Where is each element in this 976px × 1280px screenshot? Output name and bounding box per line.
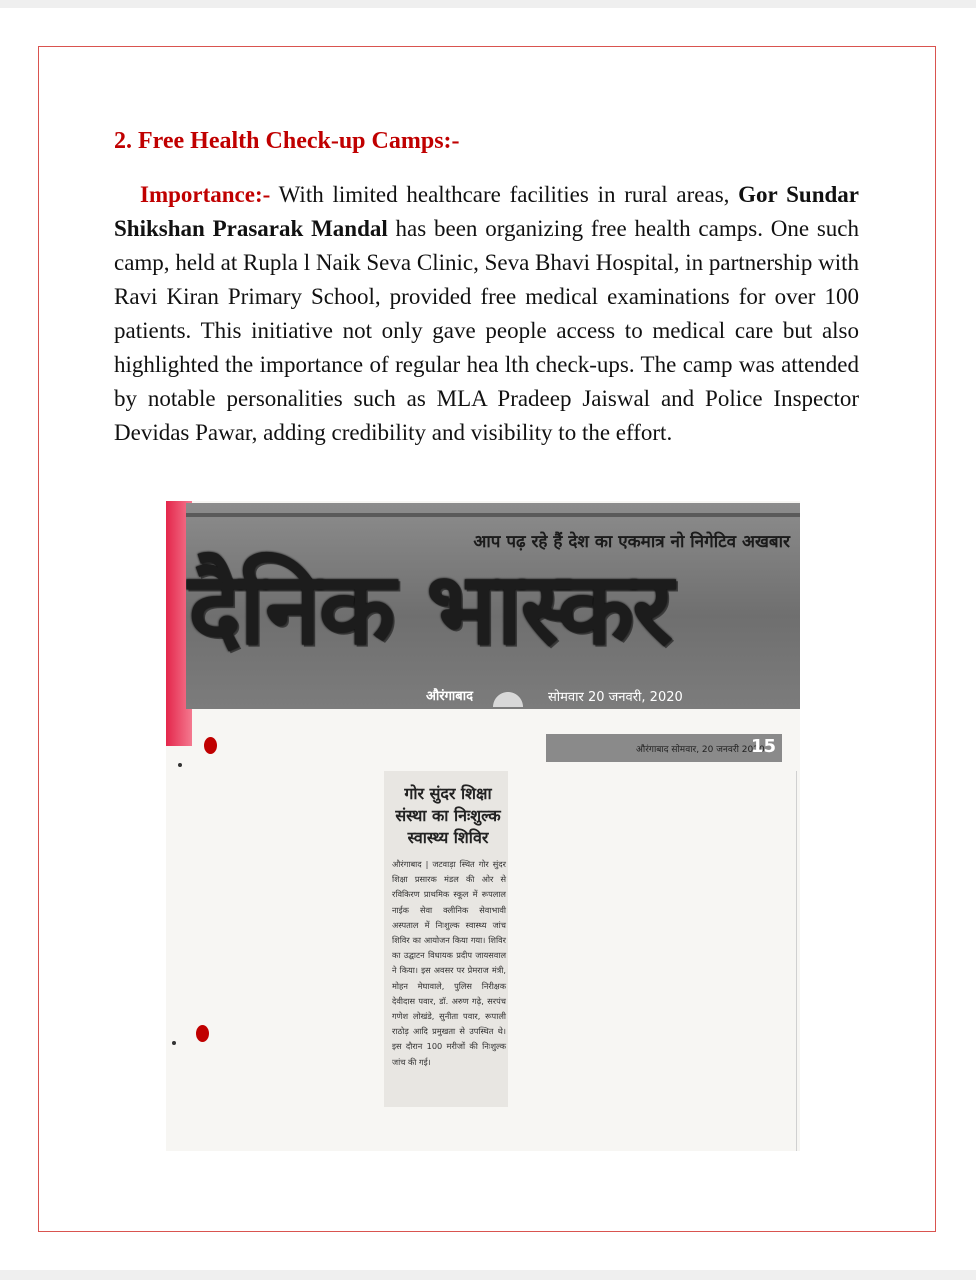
column-rule bbox=[796, 771, 797, 1151]
paragraph-text-rest: has been organizing free health camps. One such camp, held at Rupla l Naik Seva Clinic, Seva Bhavi Hospital, in partnership with Ravi Kiran Primary School, provided free medical examinations for over 100 patients. This initiative not only gave people access to medical care but also highlighted the importance of regular hea lth check-ups. The camp was attended by notable personalities such as MLA Pradeep Jaiswal and Police Inspector Devidas Pawar, adding credibility and visibility to the effort. bbox=[114, 216, 859, 445]
newspaper-tagline: आप पढ़ रहे हैं देश का एकमात्र नो निगेटिव अखबार bbox=[473, 532, 790, 552]
importance-paragraph bbox=[114, 178, 859, 450]
red-bullet-icon bbox=[196, 1025, 209, 1042]
page-header-date: औरंगाबाद सोमवार, 20 जनवरी 2020 bbox=[636, 745, 765, 755]
section-heading: 2. Free Health Check-up Camps:- bbox=[114, 128, 460, 154]
masthead-top-line bbox=[186, 513, 800, 517]
dot-mark bbox=[178, 763, 182, 767]
importance-label: Importance:- bbox=[140, 182, 271, 207]
newspaper-masthead bbox=[186, 503, 800, 709]
page-header-bar bbox=[546, 734, 782, 762]
newspaper-brand-name: दैनिक भास्कर bbox=[188, 550, 671, 667]
document-page bbox=[0, 8, 976, 1270]
newspaper-clipping bbox=[166, 501, 800, 1151]
article-body: औरंगाबाद | जटवाड़ा स्थित गोर सुंदर शिक्षा प्रसारक मंडल की ओर से रविकिरण प्राथमिक स्कूल में रूपलाल नाईक सेवा क्लीनिक सेवाभावी अस्पताल में निःशुल्क स्वास्थ्य जांच शिविर का आयोजन किया गया। शिविर का उद्घाटन विधायक प्रदीप जायसवाल ने किया। इस अवसर पर प्रेमराज मंत्री, मोहन मेघावाले, पुलिस निरीक्षक देवीदास पवार, डॉ. अरुण गढ़े, सरपंच गणेश लोखंडे, सुनीता पवार, रूपाली राठोड़ आदि प्रमुखता से उपस्थित थे। इस दौरान 100 मरीजों की निःशुल्क जांच की गई। bbox=[392, 859, 506, 1067]
dot-mark bbox=[172, 1041, 176, 1045]
edition-city: औरंगाबाद bbox=[426, 689, 473, 704]
organization-name: Gor Sundar Shikshan Prasarak Mandal bbox=[114, 182, 859, 241]
red-bullet-icon bbox=[204, 737, 217, 754]
news-article bbox=[384, 771, 508, 1107]
edition-date: सोमवार 20 जनवरी, 2020 bbox=[548, 690, 683, 705]
page-number: 15 bbox=[750, 736, 776, 757]
article-headline: गोर सुंदर शिक्षा संस्था का निःशुल्क स्वास्थ्य शिविर bbox=[395, 784, 501, 847]
sun-logo-icon bbox=[486, 671, 530, 707]
paragraph-text-start: With limited healthcare facilities in rural areas, bbox=[270, 182, 739, 207]
